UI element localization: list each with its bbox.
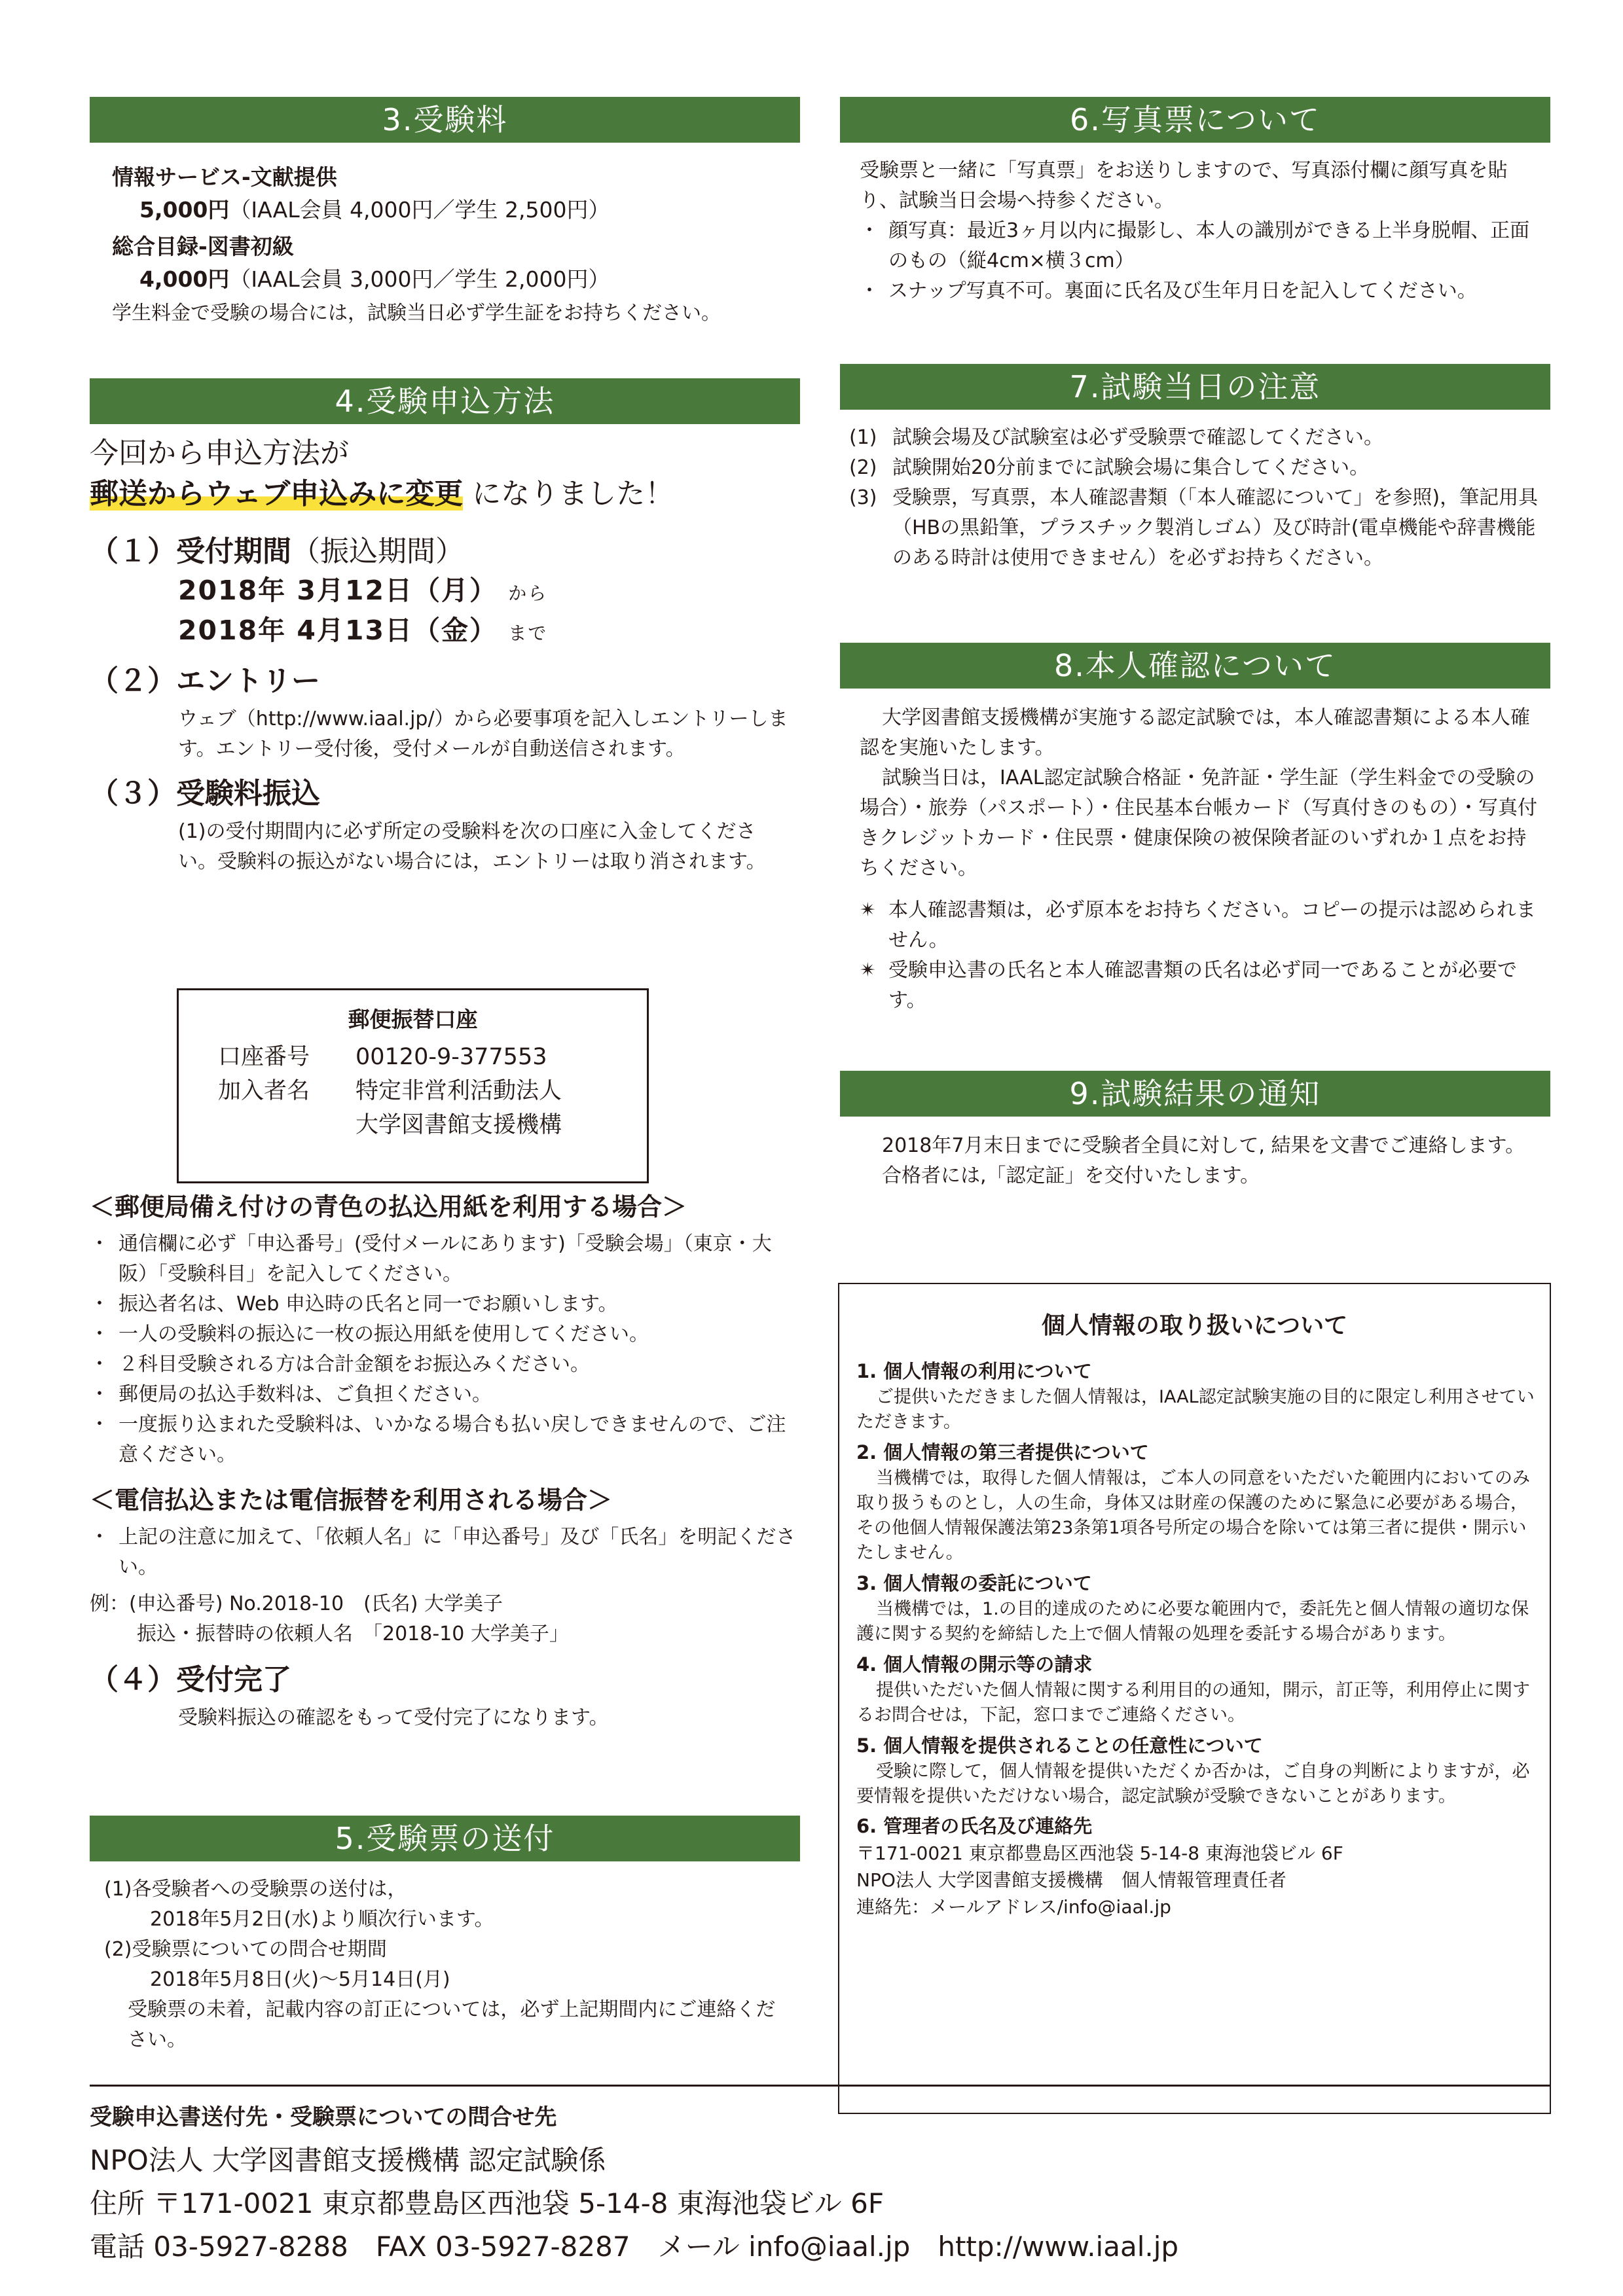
privacy-s6-head: 6. 管理者の氏名及び連絡先: [856, 1815, 1093, 1837]
privacy-s6-line2: NPO法人 大学図書館支援機構 個人情報管理責任者: [856, 1869, 1286, 1891]
photo-list-item: [860, 216, 1544, 276]
apply-step3-text: (1)の受付期間内に必ず所定の受験料を次の口座に入金してください。受験料の振込がない場合には，エントリーは取り消されます。: [178, 820, 766, 873]
exam-day-item-number: (2): [849, 456, 877, 479]
apply-step4-text: 受験料振込の確認をもって受付完了になります。: [178, 1706, 609, 1729]
photo-section: [840, 97, 1550, 306]
example-line1: 例：(申込番号) No.2018-10 (氏名) 大学美子: [90, 1592, 503, 1615]
identity-note: [860, 895, 1544, 956]
privacy-section: [856, 1651, 1535, 1728]
apply-step1-date2: 2018年 4月13日（金）: [178, 615, 498, 646]
privacy-section-head: 3. 個人情報の委託について: [856, 1572, 1092, 1594]
postal-list-item: [90, 1229, 800, 1289]
exam-day-section: [840, 364, 1550, 573]
apply-step3-num: （３）: [90, 777, 176, 810]
privacy-section-body: 当機構では，取得した個人情報は，ご本人の同意をいただいた範囲内においてのみ取り扱うものとし，人の生命，身体又は財産の保護のために緊急に必要がある場合，その他個人情報保護法第23条第1項各号所定の場合を除いては第三者に提供・開示いたしません。: [856, 1468, 1530, 1563]
fee-item1-name: 情報サービス-文献提供: [112, 164, 337, 190]
postal-list-item: [90, 1289, 800, 1319]
apply-step4-num: （４）: [90, 1663, 176, 1696]
photo-header: 6.写真票について: [840, 97, 1550, 143]
privacy-box: [838, 1283, 1551, 2114]
identity-header: 8.本人確認について: [840, 643, 1550, 689]
privacy-section: [856, 1357, 1535, 1435]
apply-step1-date1-line: [178, 572, 800, 612]
telegraph-item: [90, 1522, 800, 1583]
photo-bullet: ・: [860, 219, 879, 242]
identity-note-text: 受験申込書の氏名と本人確認書類の氏名は必ず同一であることが必要です。: [888, 959, 1517, 1012]
telegraph-heading: ＜電信払込または電信振替を利用される場合＞: [90, 1486, 613, 1515]
fee-item2-line: [112, 263, 800, 296]
photo-item-text: 顔写真：最近3ヶ月以内に撮影し、本人の識別ができる上半身脱帽、正面のもの（縦4cm×横３cm）: [888, 219, 1530, 272]
apply-step4-title: 受付完了: [176, 1663, 291, 1696]
exam-day-item-number: (1): [849, 426, 877, 449]
apply-step3-title-line: [90, 774, 800, 814]
postal-bullet: ・: [90, 1383, 109, 1406]
photo-list-item: [860, 276, 1544, 306]
apply-intro-highlight: 郵送からウェブ申込みに変更: [90, 477, 464, 511]
postal-item-text: 振込者名は、Web 申込時の氏名と同一でお願いします。: [119, 1293, 618, 1316]
postal-item-text: 一人の受験料の振込に一枚の振込用紙を使用してください。: [119, 1323, 649, 1346]
identity-note: [860, 956, 1544, 1016]
fee-item1-note: （IAAL会員 4,000円／学生 2,500円）: [229, 197, 610, 223]
apply-step2-num: （２）: [90, 664, 176, 698]
photo-item-text: スナップ写真不可。裏面に氏名及び生年月日を記入してください。: [888, 279, 1477, 302]
privacy-s6-line3: 連絡先：メールアドレス/info@iaal.jp: [856, 1896, 1171, 1918]
postal-list-item: [90, 1380, 800, 1410]
privacy-section-body: 受験に際して，個人情報を提供いただくか否かは，ご自身の判断によりますが，必要情報を提供いただけない場合，認定試験が受験できないことがあります。: [856, 1761, 1530, 1806]
footer: [90, 2100, 1550, 2269]
account-title: 郵便振替口座: [348, 1007, 478, 1032]
privacy-section: [856, 1732, 1535, 1809]
apply-header: 4.受験申込方法: [90, 378, 800, 424]
apply-step3-title: 受験料振込: [176, 777, 320, 810]
privacy-section: [856, 1570, 1535, 1647]
ticket-line5: 受験票の未着，記載内容の訂正については，必ず上記期間内にご連絡ください。: [128, 1998, 776, 2051]
apply-intro-line2: [90, 474, 800, 514]
footer-heading: 受験申込書送付先・受験票についての問合せ先: [90, 2104, 557, 2130]
footer-divider: [90, 2085, 1550, 2087]
fee-item2-name: 総合目録-図書初級: [112, 234, 294, 259]
result-paragraph2: 合格者には,「認定証」を交付いたします。: [882, 1164, 1260, 1187]
exam-day-item-text: 受験票，写真票，本人確認書類（「本人確認について」を参照)，筆記用具（HBの黒鉛筆，プラスチック製消しゴム）及び時計(電卓機能や辞書機能のある時計は使用できません）を必ずお持ちください。: [892, 486, 1539, 569]
postal-item-text: 一度振り込まれた受験料は、いかなる場合も払い戻しできませんので、ご注意ください。: [119, 1413, 786, 1466]
footer-contact: 電話 03-5927-8288 FAX 03-5927-8287 メール info@iaal.jp http://www.iaal.jp: [90, 2231, 1179, 2263]
privacy-title: 個人情報の取り扱いについて: [1041, 1312, 1348, 1339]
apply-step1-num: （１）: [90, 535, 176, 568]
account-name-1: 特定非営利活動法人: [356, 1078, 562, 1104]
example-line2: 振込・振替時の依頼人名 「2018-10 大学美子」: [137, 1623, 569, 1645]
star-icon: ✴: [860, 899, 877, 922]
postal-list: [90, 1229, 800, 1470]
apply-step1: [90, 531, 800, 652]
apply-step2-title: エントリー: [176, 664, 320, 698]
postal-bullet: ・: [90, 1293, 109, 1316]
telegraph-bullet: ・: [90, 1526, 109, 1549]
privacy-section-body: ご提供いただきました個人情報は，IAAL認定試験実施の目的に限定し利用させていただきます。: [856, 1387, 1535, 1432]
footer-address: 住所 〒171-0021 東京都豊島区西池袋 5-14-8 東海池袋ビル 6F: [90, 2187, 884, 2219]
privacy-section-body: 当機構では，1.の目的達成のために必要な範囲内で，委託先と個人情報の適切な保護に関する契約を締結した上で個人情報の処理を委託する場合があります。: [856, 1599, 1529, 1644]
postal-account-box: [177, 988, 649, 1183]
footer-org: NPO法人 大学図書館支援機構 認定試験係: [90, 2144, 606, 2176]
exam-day-item: [849, 483, 1544, 573]
telegraph-item-text: 上記の注意に加えて、「依頼人名」に「申込番号」及び「氏名」を明記ください。: [119, 1526, 796, 1579]
ticket-header: 5.受験票の送付: [90, 1816, 800, 1861]
ticket-line3: (2)受験票についての問合せ期間: [104, 1938, 387, 1961]
exam-day-item-text: 試験開始20分前までに試験会場に集合してください。: [892, 456, 1370, 479]
photo-text: 受験票と一緒に「写真票」をお送りしますので、写真添付欄に顔写真を貼り、試験当日会場へ持参ください。: [860, 159, 1508, 212]
apply-step2: [90, 661, 800, 764]
privacy-section-head: 4. 個人情報の開示等の請求: [856, 1653, 1093, 1676]
account-name-row: [218, 1074, 647, 1108]
postal-bullet: ・: [90, 1323, 109, 1346]
exam-day-item-number: (3): [849, 486, 877, 509]
ticket-line4: 2018年5月8日(火)～5月14日(月): [150, 1968, 450, 1991]
apply-step1-title-sub: （振込期間）: [291, 535, 464, 568]
exam-day-item: [849, 423, 1544, 453]
identity-notes: [860, 895, 1544, 1016]
apply-step4-title-line: [90, 1660, 800, 1700]
fee-item1-line: [112, 194, 800, 226]
photo-list: [860, 216, 1544, 306]
postal-bullet: ・: [90, 1413, 109, 1436]
identity-note-text: 本人確認書類は，必ず原本をお持ちください。コピーの提示は認められません。: [888, 899, 1536, 952]
ticket-section: [90, 1816, 800, 2055]
exam-day-item-text: 試験会場及び試験室は必ず受験票で確認してください。: [892, 426, 1383, 449]
postal-item-text: 郵便局の払込手数料は、ご負担ください。: [119, 1383, 492, 1406]
privacy-section-head: 5. 個人情報を提供されることの任意性について: [856, 1734, 1263, 1757]
fee-item2-note: （IAAL会員 3,000円／学生 2,000円）: [229, 266, 610, 292]
postal-item-text: 通信欄に必ず「申込番号」(受付メールにあります)「受験会場」（東京・大阪）「受験科目」を記入してください。: [119, 1232, 772, 1285]
account-number-label: 口座番号: [218, 1044, 310, 1070]
fee-note: 学生料金で受験の場合には，試験当日必ず学生証をお持ちください。: [112, 302, 721, 325]
star-icon: ✴: [860, 959, 877, 982]
apply-step1-date2-suffix: まで: [508, 622, 548, 644]
apply-step1-title: 受付期間: [176, 535, 291, 568]
postal-list-item: [90, 1410, 800, 1470]
account-number: 00120-9-377553: [356, 1044, 547, 1070]
apply-step1-date1-suffix: から: [508, 583, 548, 604]
apply-intro-rest: になりました！: [472, 477, 674, 511]
account-name-2: 大学図書館支援機構: [356, 1112, 562, 1138]
privacy-section-body: 提供いただいた個人情報に関する利用目的の通知，開示，訂正等，利用停止に関するお問合せは，下記，窓口までご連絡ください。: [856, 1680, 1530, 1725]
postal-list-item: [90, 1319, 800, 1350]
postal-bullet: ・: [90, 1353, 109, 1376]
apply-intro-line1: 今回から申込方法が: [90, 437, 349, 470]
result-section: [840, 1071, 1550, 1191]
apply-step1-title-line: [90, 531, 800, 572]
ticket-line2: 2018年5月2日(水)より順次行います。: [150, 1908, 494, 1931]
account-number-row: [218, 1040, 647, 1074]
account-name-label: 加入者名: [218, 1078, 310, 1104]
apply-step1-date2-line: [178, 612, 800, 652]
postal-heading: ＜郵便局備え付けの青色の払込用紙を利用する場合＞: [90, 1193, 687, 1221]
exam-day-list: [840, 410, 1550, 573]
fee-item1-price: 5,000円: [139, 197, 230, 223]
apply-step3: [90, 774, 800, 877]
exam-day-header: 7.試験当日の注意: [840, 364, 1550, 410]
privacy-section: [856, 1439, 1535, 1566]
apply-step1-dates: [90, 572, 800, 652]
postal-bullet: ・: [90, 1232, 109, 1255]
result-paragraph1: 2018年7月末日までに受験者全員に対して, 結果を文書でご連絡します。: [882, 1134, 1525, 1157]
identity-paragraph1: 大学図書館支援機構が実施する認定試験では，本人確認書類による本人確認を実施いたします。: [860, 706, 1530, 759]
postal-list-item: [90, 1350, 800, 1380]
privacy-s6-line1: 〒171-0021 東京都豊島区西池袋 5-14-8 東海池袋ビル 6F: [856, 1842, 1343, 1864]
ticket-line1: (1)各受験者への受験票の送付は，: [104, 1878, 407, 1901]
postal-item-text: ２科目受験される方は合計金額をお振込みください。: [119, 1353, 590, 1376]
postal-instructions: [90, 1189, 800, 1733]
exam-day-item: [849, 453, 1544, 483]
fee-header: 3.受験料: [90, 97, 800, 143]
result-header: 9.試験結果の通知: [840, 1071, 1550, 1117]
fee-section: [90, 97, 800, 329]
identity-section: [840, 643, 1550, 1016]
identity-paragraph2: 試験当日は，IAAL認定試験合格証・免許証・学生証（学生料金での受験の場合）・旅券（パスポート）・住民基本台帳カード（写真付きのもの）・写真付きクレジットカード・住民票・健康保険の被保険者証のいずれか１点をお持ちください。: [860, 766, 1537, 880]
privacy-section-head: 2. 個人情報の第三者提供について: [856, 1441, 1149, 1463]
apply-step2-text: ウェブ（http://www.iaal.jp/）から必要事項を記入しエントリーします。エントリー受付後，受付メールが自動送信されます。: [178, 708, 788, 761]
fee-item2-price: 4,000円: [139, 266, 230, 292]
account-name-row-2: [218, 1108, 647, 1142]
apply-section: [90, 378, 800, 877]
photo-bullet: ・: [860, 279, 879, 302]
apply-step2-title-line: [90, 661, 800, 702]
apply-step1-date1: 2018年 3月12日（月）: [178, 575, 498, 606]
privacy-section-head: 1. 個人情報の利用について: [856, 1360, 1092, 1382]
privacy-list: [839, 1343, 1550, 1809]
